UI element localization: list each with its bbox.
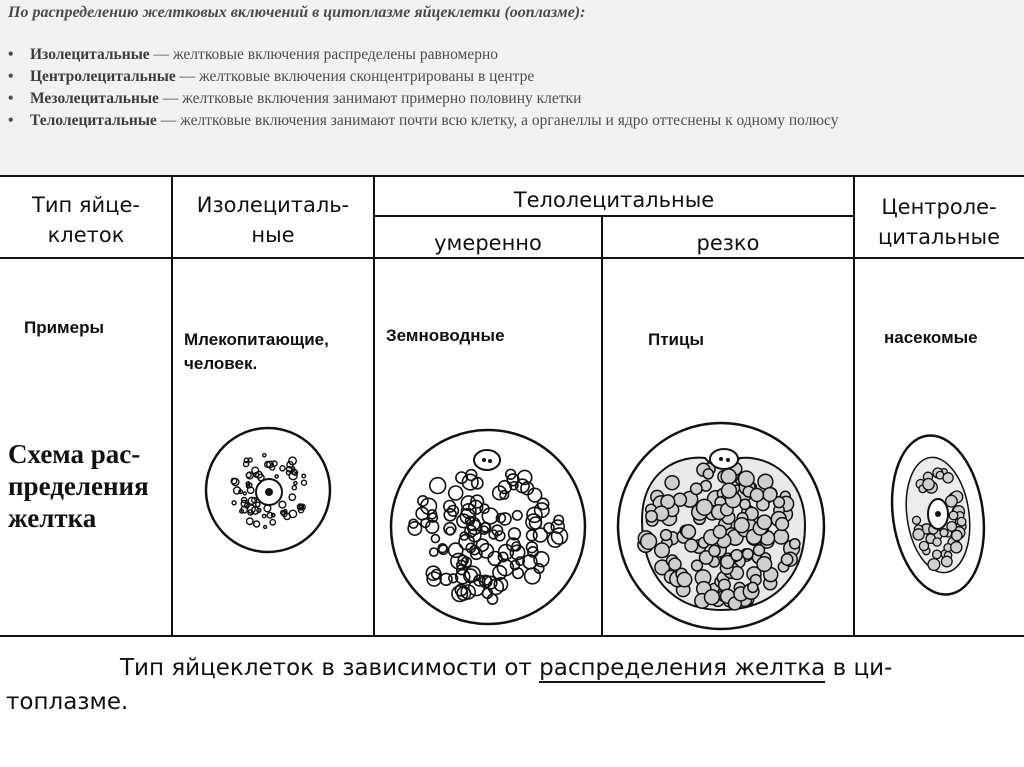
yolk-granule	[781, 554, 792, 565]
header-centrolecithal: Центроле- цитальные	[877, 195, 1001, 249]
yolk-granule	[750, 489, 763, 502]
yolk-granule	[763, 488, 777, 502]
yolk-granule	[951, 542, 962, 553]
example-sharp: Птицы	[648, 330, 704, 349]
sharp-telolecithal-egg-diagram	[618, 423, 824, 629]
yolk-granule	[291, 467, 294, 470]
yolk-granule	[527, 530, 538, 541]
yolk-granule	[431, 535, 439, 543]
yolk-granule	[292, 486, 296, 490]
list-item: • Центролецитальные — желтковые включения сконцентрированы в центре	[8, 68, 535, 85]
centrolecithal-egg-diagram	[882, 430, 993, 601]
yolk-granule	[734, 518, 749, 533]
yolk-granule	[697, 499, 713, 515]
yolk-granule	[943, 473, 953, 483]
yolk-granule	[665, 476, 679, 490]
yolk-granule	[661, 530, 672, 541]
yolk-granule	[247, 518, 254, 525]
yolk-granule	[289, 494, 295, 500]
yolk-granule	[513, 511, 522, 520]
yolk-granule	[641, 534, 657, 550]
example-centrolecithal: насекомые	[884, 328, 978, 347]
yolk-granule	[449, 486, 463, 500]
yolk-granule	[721, 469, 736, 484]
list-item: • Изолецитальные — желтковые включения распределены равномерно	[8, 46, 499, 63]
header-sharp: резко	[696, 231, 760, 255]
yolk-granule	[482, 508, 498, 524]
yolk-granule	[270, 520, 275, 525]
yolk-granule	[754, 545, 765, 556]
yolk-granule	[790, 539, 800, 549]
yolk-granule	[757, 515, 771, 529]
yolk-granule	[302, 480, 307, 485]
yolk-granule	[957, 517, 966, 526]
yolk-granule	[646, 511, 657, 522]
yolk-granule	[232, 478, 239, 485]
yolk-granule	[685, 539, 698, 552]
yolk-granule	[703, 469, 713, 479]
intro-heading: По распределению желтковых включений в цитоплазме яйцеклетки (ооплазме):	[8, 4, 586, 21]
yolk-granule	[913, 529, 924, 540]
yolk-granule	[498, 481, 511, 494]
yolk-granule	[949, 511, 958, 520]
yolk-granule	[731, 550, 742, 561]
yolk-granule	[705, 590, 720, 605]
yolk-granule	[280, 466, 285, 471]
yolk-granule	[243, 492, 246, 495]
header-egg-type: Тип яйце- клеток	[32, 193, 140, 247]
yolk-granule	[923, 479, 934, 490]
yolk-granule	[933, 550, 942, 559]
yolk-granule	[739, 471, 755, 487]
yolk-granule	[264, 526, 267, 529]
yolk-granule	[548, 532, 563, 547]
yolk-granule	[655, 543, 670, 558]
yolk-granule	[262, 514, 265, 517]
yolk-granule	[946, 495, 958, 507]
yolk-granule	[691, 483, 702, 494]
yolk-granule	[940, 529, 948, 537]
yolk-granule	[430, 548, 438, 556]
header-isolecithal: Изолециталь- ные	[196, 193, 350, 247]
yolk-granule	[256, 502, 260, 506]
yolk-granule	[232, 501, 236, 505]
yolk-granule	[525, 568, 541, 584]
yolk-granule	[913, 516, 921, 524]
yolk-granule	[264, 505, 271, 512]
list-item: • Телолецитальные — желтковые включения занимают почти всю клетку, а органеллы и ядро оттеснены к одному полюсу	[8, 112, 839, 129]
yolk-granule	[248, 458, 252, 462]
yolk-granule	[682, 525, 696, 539]
yolk-granule	[776, 518, 789, 531]
yolk-granule	[722, 483, 737, 498]
yolk-granule	[254, 521, 260, 527]
yolk-granule	[294, 482, 297, 485]
example-moderate: Земноводные	[386, 326, 505, 345]
examples-label: Примеры	[24, 318, 104, 337]
yolk-granule	[743, 549, 753, 559]
yolk-granule	[919, 541, 928, 550]
yolk-granule	[748, 582, 758, 592]
yolk-granule	[302, 474, 306, 478]
yolk-granule	[279, 501, 286, 508]
example-isolecithal: Млекопитающие, человек.	[184, 330, 329, 373]
yolk-granule	[709, 545, 720, 556]
moderate-telolecithal-egg-diagram	[391, 430, 585, 624]
yolk-granule	[275, 475, 278, 478]
yolk-granule	[430, 478, 446, 494]
yolk-granule	[263, 454, 266, 457]
yolk-granule	[713, 525, 726, 538]
yolk-granule	[677, 572, 691, 586]
yolk-granule	[942, 556, 953, 567]
yolk-granule	[933, 538, 941, 546]
yolk-granule	[947, 522, 957, 532]
yolk-granule	[544, 523, 554, 533]
list-item: • Мезолецитальные — желтковые включения занимают примерно половину клетки	[8, 90, 582, 107]
scheme-label: Схема рас- пределения желтка	[8, 439, 149, 533]
yolk-granule	[740, 499, 750, 509]
header-moderate: умеренно	[434, 231, 542, 255]
yolk-granule	[952, 530, 962, 540]
yolk-granule	[928, 559, 940, 571]
yolk-granule	[528, 488, 542, 502]
header-telolecithal: Телолецитальные	[513, 188, 715, 212]
isolecithal-egg-diagram	[206, 428, 330, 552]
yolk-granule	[757, 557, 772, 572]
yolk-granule	[774, 529, 789, 544]
yolk-granule	[469, 580, 484, 595]
